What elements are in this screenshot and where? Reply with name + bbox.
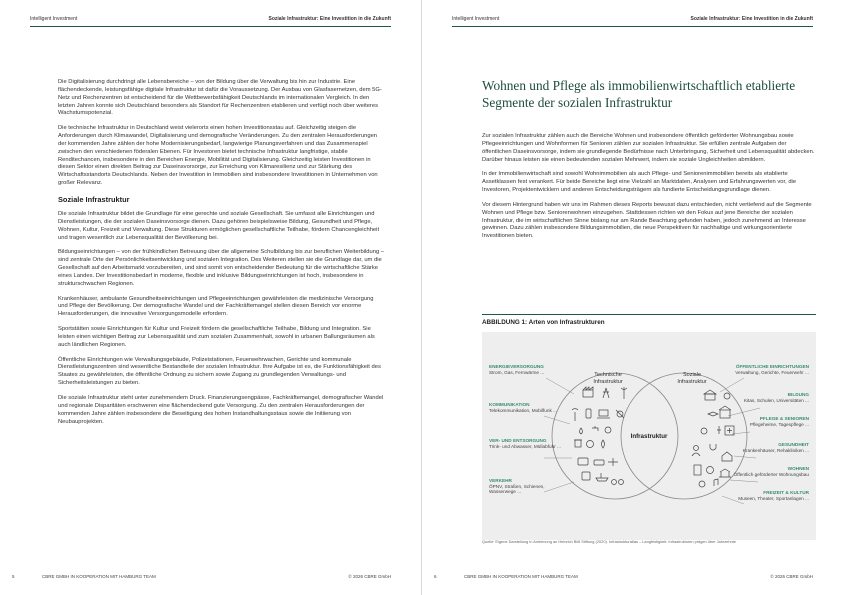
figure-box: [482, 332, 816, 540]
elderly-icon: [717, 426, 721, 434]
wind-turbine-icon: [621, 387, 627, 399]
page-number: 6: [434, 574, 437, 579]
figure-category: [729, 364, 809, 375]
category-title: FREIZEIT & KULTUR: [763, 490, 809, 495]
flame-icon: [602, 440, 605, 448]
category-title: BILDUNG: [787, 392, 809, 397]
recycle-icon: [587, 441, 594, 448]
bicycle-icon: [612, 480, 624, 485]
ship-icon: [596, 473, 608, 481]
header-right: Soziale Infrastruktur: Eine Investition in die Zukunft: [690, 16, 813, 22]
left-page: [0, 0, 421, 595]
category-title: ENERGIEVERSORGUNG: [489, 364, 544, 369]
technical-label-1: Technische: [594, 372, 622, 378]
category-text: Strom, Gas, Fernwärme ...: [489, 369, 545, 375]
page-title: Wohnen und Pflege als immobilienwirtschaftlich etablierte Segmente der sozialen Infrastruktur: [482, 78, 796, 110]
tap-icon: [592, 426, 598, 431]
theater-icon: [707, 467, 714, 474]
category-text: Kitas, Schulen, Universitäten ...: [743, 397, 809, 403]
right-page: [422, 0, 843, 595]
social-label-2: Infrastruktur: [677, 379, 707, 385]
phone-icon: [586, 409, 591, 418]
footer-org: CBRE GMBH IN KOOPERATION MIT HAMBURG TEAM: [42, 574, 156, 579]
paragraph: Die soziale Infrastruktur steht unter zunehmendem Druck. Finanzierungsengpässe, Fachkräftemangel, demografischer Wandel und regionale Disparitäten erschweren eine flächendeckend gute Versorgung. Zu den zentralen Herausforderungen der kommenden Jahre zählen insbesondere die Beseitigung des hohen Instandhaltungsstaus sowie die Initiierung von Neubauprojekten.: [58, 395, 384, 425]
category-text: Verwaltung, Gerichte, Feuerwehr ...: [735, 369, 809, 375]
hospital-icon: [725, 426, 734, 435]
water-drop-icon: [580, 428, 583, 434]
doctor-icon: [692, 446, 700, 457]
page-footer: [12, 574, 391, 579]
paragraph: Die soziale Infrastruktur bildet die Grundlage für eine gerechte und soziale Gesellschaft. Sie umfasst alle Einrichtungen und Dienstleistungen, die der sozialen Daseinsvorsorge dienen. Dazu gehören beispielsweise Bildung, Gesundheit und Pflege, Wohnen, Kultur, Freizeit und Verwaltung. Diese Strukturen ermöglichen gesellschaftliche Teilhabe, fördern Chancengleichheit und tragen wesentlich zur Lebensqualität der Bevölkerung bei.: [58, 210, 380, 241]
category-title: VER- UND ENTSORGUNG: [489, 438, 547, 443]
category-text: Öffentlich geförderter Wohnungsbau: [733, 471, 809, 477]
figure-category: [489, 402, 569, 413]
figure-title: ABBILDUNG 1: Arten von Infrastrukturen: [482, 314, 816, 332]
power-pylon-icon: [603, 388, 609, 398]
figure-category: [489, 364, 569, 375]
paragraph: Die Digitalisierung durchdringt alle Lebensbereiche – von der Bildung über die Verwaltung bis hin zur Industrie. Eine flächendeckende, leistungsfähige digitale Infrastruktur ist dafür die Voraussetzung. Der Ausbau von Glasfasernetzen, dem 5G-Netz und Rechenzentren ist entscheidend für die Wettbewerbsfähigkeit Deutschlands im internationalen Vergleich. In den letzten Jahren konnte sich Deutschland besonders als Standort für Rechenzentren etablieren und verfügt noch über weiteres Wachstumspotenzial.: [58, 79, 382, 117]
figure-category: [729, 490, 809, 501]
bus-icon: [578, 458, 588, 465]
category-title: KOMMUNIKATION: [489, 402, 530, 407]
sun-icon: [605, 427, 611, 433]
wheelchair-icon: [701, 428, 707, 434]
paragraph: In der Immobilienwirtschaft sind sowohl Wohnimmobilien als auch Pflege- und Seniorenimmobilien bereits als etablierte Assetklassen fest verankert. Für beide Bereiche liegt eine Vielzahl an Marktdaten, Analysen und Erfahrungswerten vor, die Investoren, Projektentwicklern und anderen Entscheidungsträgern als fundierte Entscheidungsgrundlage dienen.: [482, 171, 797, 194]
category-title: PFLEGE & SENIOREN: [759, 416, 809, 421]
music-icon: [714, 479, 718, 486]
header-left: Intelligent Investment: [30, 16, 78, 22]
factory-icon: [583, 387, 593, 397]
figure-category: [489, 478, 569, 495]
paragraph: Vor diesem Hintergrund haben wir uns im Rahmen dieses Reports bewusst dazu entschieden, nicht vertiefend auf die Segmente Wohnen und Pflege bzw. Seniorenwohnen einzugehen. Stattdessen richten wir den Fokus auf jene Bereiche der sozialen Infrastruktur, die im wirtschaftlichen Sinne bislang nur am Rande Beachtung gefunden haben, jedoch zunehmend an Interesse gewinnen. Dazu zählen insbesondere Bildungsimmobilien, die neue Perspektiven für nachhaltige und wirkungsorientierte Investitionen bieten.: [482, 201, 812, 240]
page-header: [30, 16, 391, 27]
category-title: GESUNDHEIT: [778, 442, 809, 447]
category-text: Pflegeheime, Tagespflege ...: [749, 421, 809, 427]
apartment-icon: [694, 465, 701, 475]
category-text: ÖPNV, Straßen, Schienen, Wasserwege ...: [489, 483, 545, 494]
paragraph: Zur sozialen Infrastruktur zählen auch die Bereiche Wohnen und insbesondere öffentlich geförderter Wohnungsbau sowie Pflegeeinrichtungen und Wohnformen für Senioren zählen zur sozialen Infrastruktur. Sie erfüllen zentrale Aufgaben der öffentlichen Daseinsvorsorge, indem sie grundlegende Bedürfnisse nach Unterbringung, Sicherheit und Lebensqualität abdecken. Darüber hinaus leisten sie einen bedeutenden sozialen Mehrwert, indem sie soziale Ungleichheiten abmildern.: [482, 133, 815, 163]
paragraph: Krankenhäuser, ambulante Gesundheitseinrichtungen und Pflegeeinrichtungen gewährleisten die medizinische Versorgung und Pflege der Bevölkerung. Der demografische Wandel und der Fachkräftemangel stellen diesen Bereich vor enorme Herausforderungen, die innovative Versorgungsmodelle erfordern.: [58, 295, 374, 318]
page-footer: [434, 574, 813, 579]
stethoscope-icon: [710, 444, 716, 450]
figure-source: Quelle: Eigene Darstellung in Anlehnung an Heinrich Böll Stiftung (2020). Infrastrukturatlas – Langfristigkeit: Infrastrukturen prägen über Jahrzehnte: [482, 539, 736, 544]
social-label-1: Soziale: [682, 372, 702, 378]
figure-category: [729, 442, 809, 453]
category-text: Museen, Theater, Sportanlagen ...: [738, 495, 809, 501]
satellite-icon: [616, 410, 624, 418]
paragraph: Bildungseinrichtungen – von der frühkindlichen Betreuung über die allgemeine Schulbildung bis zur beruflichen Weiterbildung – sind zentrale Orte der Persönlichkeitsentwicklung und sozialen Integration. Des Weiteren stellen sie die Grundlage dar, um die Gesellschaft auf den Arbeitsmarkt vorzubereiten, und sind somit von entscheidender Bedeutung für die wirtschaftliche Stärke eines Landes. Der Investitionsbedarf in moderne, flexible und inklusive Bildungseinrichtungen ist hoch, insbesondere in strukturschwachen Regionen.: [58, 249, 385, 287]
footer-copyright: © 2026 CBRE GmbH: [770, 574, 813, 579]
connector-lines: [544, 378, 760, 504]
graduation-icon: [708, 412, 718, 416]
figure-category: [489, 438, 569, 449]
center-label: Infrastruktur: [630, 433, 668, 440]
figure-category: [729, 466, 809, 477]
laptop-icon: [597, 410, 610, 418]
paragraph: Öffentliche Einrichtungen wie Verwaltungsgebäude, Polizeistationen, Feuerwehrwachen, Gerichte und kommunale Dienstleistungszentren sind wesentliche Bestandteile der sozialen Infrastruktur. Ihre Aufgabe ist es, die Funktionsfähigkeit des Staates zu gewährleisten, die öffentliche Ordnung zu sichern sowie Zugang zu grundlegenden Verwaltungs- und Sicherheitsleistungen zu bieten.: [58, 356, 381, 387]
trash-icon: [574, 440, 582, 447]
figure-category: [729, 392, 809, 403]
category-text: Telekommunikation, Mobilfunk ...: [489, 407, 557, 413]
header-left: Intelligent Investment: [452, 16, 500, 22]
figure-category: [729, 416, 809, 427]
page-number: 5: [12, 574, 15, 579]
left-body: [58, 79, 384, 433]
technical-icons: [572, 387, 627, 485]
category-text: Trink- und Abwasser, Müllabfuhr ...: [489, 443, 561, 449]
category-title: WOHNEN: [787, 466, 809, 471]
technical-label-2: Infrastruktur: [593, 379, 623, 385]
page-header: [452, 16, 813, 27]
header-right: Soziale Infrastruktur: Eine Investition in die Zukunft: [268, 16, 391, 22]
car-icon: [594, 460, 604, 465]
sports-icon: [699, 481, 705, 487]
house-icon: [722, 452, 732, 461]
footer-copyright: © 2026 CBRE GmbH: [348, 574, 391, 579]
figure: [482, 314, 816, 540]
social-icons: [692, 390, 734, 487]
train-icon: [582, 472, 590, 480]
footer-org: CBRE GMBH IN KOOPERATION MIT HAMBURG TEAM: [464, 574, 578, 579]
town-hall-icon: [704, 390, 716, 400]
category-title: VERKEHR: [489, 478, 512, 483]
plane-icon: [608, 458, 618, 466]
category-text: Krankenhäuser, Rehakliniken ...: [742, 447, 809, 453]
paragraph: Die technische Infrastruktur in Deutschland weist vielerorts einen hohen Investitionsstau auf. Gleichzeitig steigen die Anforderungen durch Klimawandel, Digitalisierung und demografische Veränderungen. Zu den zentralen Herausforderungen der kommenden Jahre zählen der hohe Modernisierungsbedarf, langwierige Planungsverfahren und das Zusammenspiel zwischen den verschiedenen föderalen Ebenen. Für Investoren bietet technische Infrastruktur langfristige, stabile Renditechancen, insbesondere in den Bereichen Energie, Mobilität und Digitalisierung. Gleichzeitig leisten Investitionen in diesen Sektor einen direkten Beitrag zur Daseinsvorsorge, zur Erreichung von Klimaresilienz und zur Stärkung des Wirtschaftsstandorts Deutschlands. Neben der Investition in Immobilien sind insbesondere Investitionen in Unternehmen von großer Relevanz.: [58, 125, 378, 187]
category-title: ÖFFENTLICHE EINRICHTUNGEN: [735, 364, 809, 369]
section-heading: Soziale Infrastruktur: [58, 194, 130, 204]
right-body: [482, 78, 816, 248]
paragraph: Sportstätten sowie Einrichtungen für Kultur und Freizeit fördern die gesellschaftliche Teilhabe, Bildung und Integration. Sie leisten einen wichtigen Beitrag zur Lebensqualität und zum sozialen Zusammenhalt, sowohl in urbanen Ballungsräumen als auch ländlichen Regionen.: [58, 326, 375, 348]
antenna-icon: [572, 409, 578, 421]
